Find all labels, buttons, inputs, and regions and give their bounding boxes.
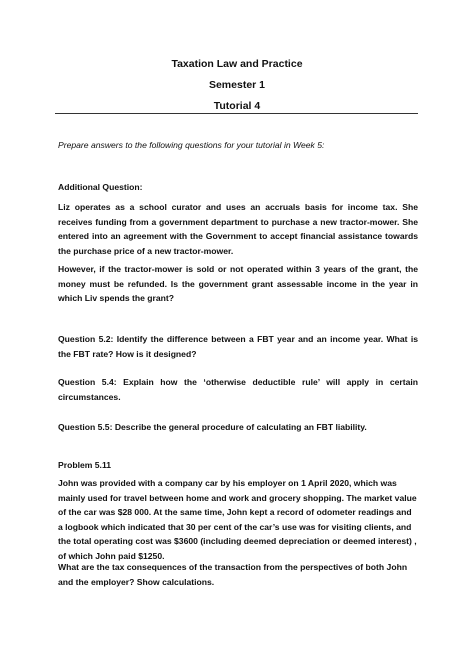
additional-question-heading: Additional Question: — [58, 182, 143, 192]
question-5-5: Question 5.5: Describe the general procedure of calculating an FBT liability. — [58, 422, 367, 432]
header-divider — [55, 113, 418, 114]
additional-question-paragraph-2: However, if the tractor-mower is sold or not operated within 3 years of the grant, the money must be refunded. Is the government grant assessable income in the year in which Liv spends the grant? — [58, 264, 418, 303]
question-5-4: Question 5.4: Explain how the ‘otherwise deductible rule’ will apply in certain circumstances. — [58, 377, 418, 402]
semester-label: Semester 1 — [208, 79, 266, 91]
question-5-2: Question 5.2: Identify the difference between a FBT year and an income year. What is the FBT rate? How is it designed? — [58, 334, 418, 359]
problem-heading: Problem 5.11 — [58, 460, 112, 470]
course-title: Taxation Law and Practice — [171, 58, 303, 70]
additional-question-paragraph-1: Liz operates as a school curator and uses an accruals basis for income tax. She receives funding from a government department to purchase a new tractor-mower. She entered into an agreement with the Government to accept financial assistance towards the purchase price of a new tractor-mower. — [58, 202, 418, 256]
tutorial-label: Tutorial 4 — [213, 100, 261, 112]
problem-paragraph-1: John was provided with a company car by his employer on 1 April 2020, which was mainly used for travel between home and work and grocery shopping. The market value of the car was $28 000. At the same time, John kept a record of odometer readings and a logbook which indicated that 30 per cent of the car’s use was for visiting clients, and the total operating cost was $3600 (including deemed depreciation or deemed interest) , of which John paid $1250. — [58, 478, 417, 561]
intro-instruction: Prepare answers to the following questions for your tutorial in Week 5: — [58, 140, 325, 150]
problem-paragraph-2: What are the tax consequences of the transaction from the perspectives of both John and the employer? Show calculations. — [58, 562, 408, 587]
